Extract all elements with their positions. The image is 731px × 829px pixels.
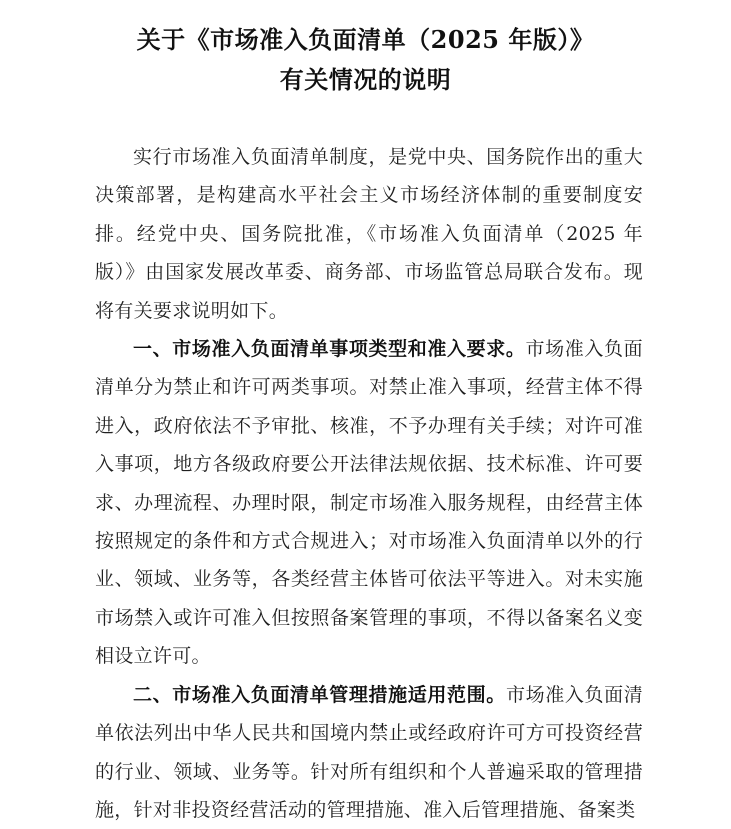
paragraph-section-2 bbox=[95, 676, 643, 829]
title-line-2: 有关情况的说明 bbox=[279, 65, 452, 94]
paragraph-heading: 一、市场准入负面清单事项类型和准入要求。 bbox=[133, 338, 526, 361]
paragraph-text: 实行市场准入负面清单制度，是党中央、国务院作出的重大决策部署，是构建高水平社会主义市场经济体制的重要制度安排。经党中央、国务院批准，《市场准入负面清单（2025 年版）》由国家发展改革委、商务部、市场监管总局联合发布。现将有关要求说明如下。 bbox=[95, 146, 643, 322]
document-title bbox=[0, 22, 731, 98]
paragraph-intro bbox=[95, 138, 643, 330]
title-line-1: 关于《市场准入负面清单（2025 年版）》 bbox=[136, 25, 595, 54]
document-body bbox=[95, 138, 643, 829]
paragraph-text: 市场准入负面清单分为禁止和许可两类事项。对禁止准入事项，经营主体不得进入，政府依法不予审批、核准，不予办理有关手续；对许可准入事项，地方各级政府要公开法律法规依据、技术标准、许可要求、办理流程、办理时限，制定市场准入服务规程，由经营主体按照规定的条件和方式合规进入；对市场准入负面清单以外的行业、领域、业务等，各类经营主体皆可依法平等进入。对未实施市场禁入或许可准入但按照备案管理的事项，不得以备案名义变相设立许可。 bbox=[95, 338, 643, 668]
paragraph-text: 市场准入负面清单依法列出中华人民共和国境内禁止或经政府许可方可投资经营的行业、领域、业务等。针对所有组织和个人普遍采取的管理措施，针对非投资经营活动的管理措施、准入后管理措施、备案类 bbox=[95, 683, 644, 821]
paragraph-heading: 二、市场准入负面清单管理措施适用范围。 bbox=[133, 683, 506, 706]
paragraph-section-1 bbox=[95, 330, 643, 676]
